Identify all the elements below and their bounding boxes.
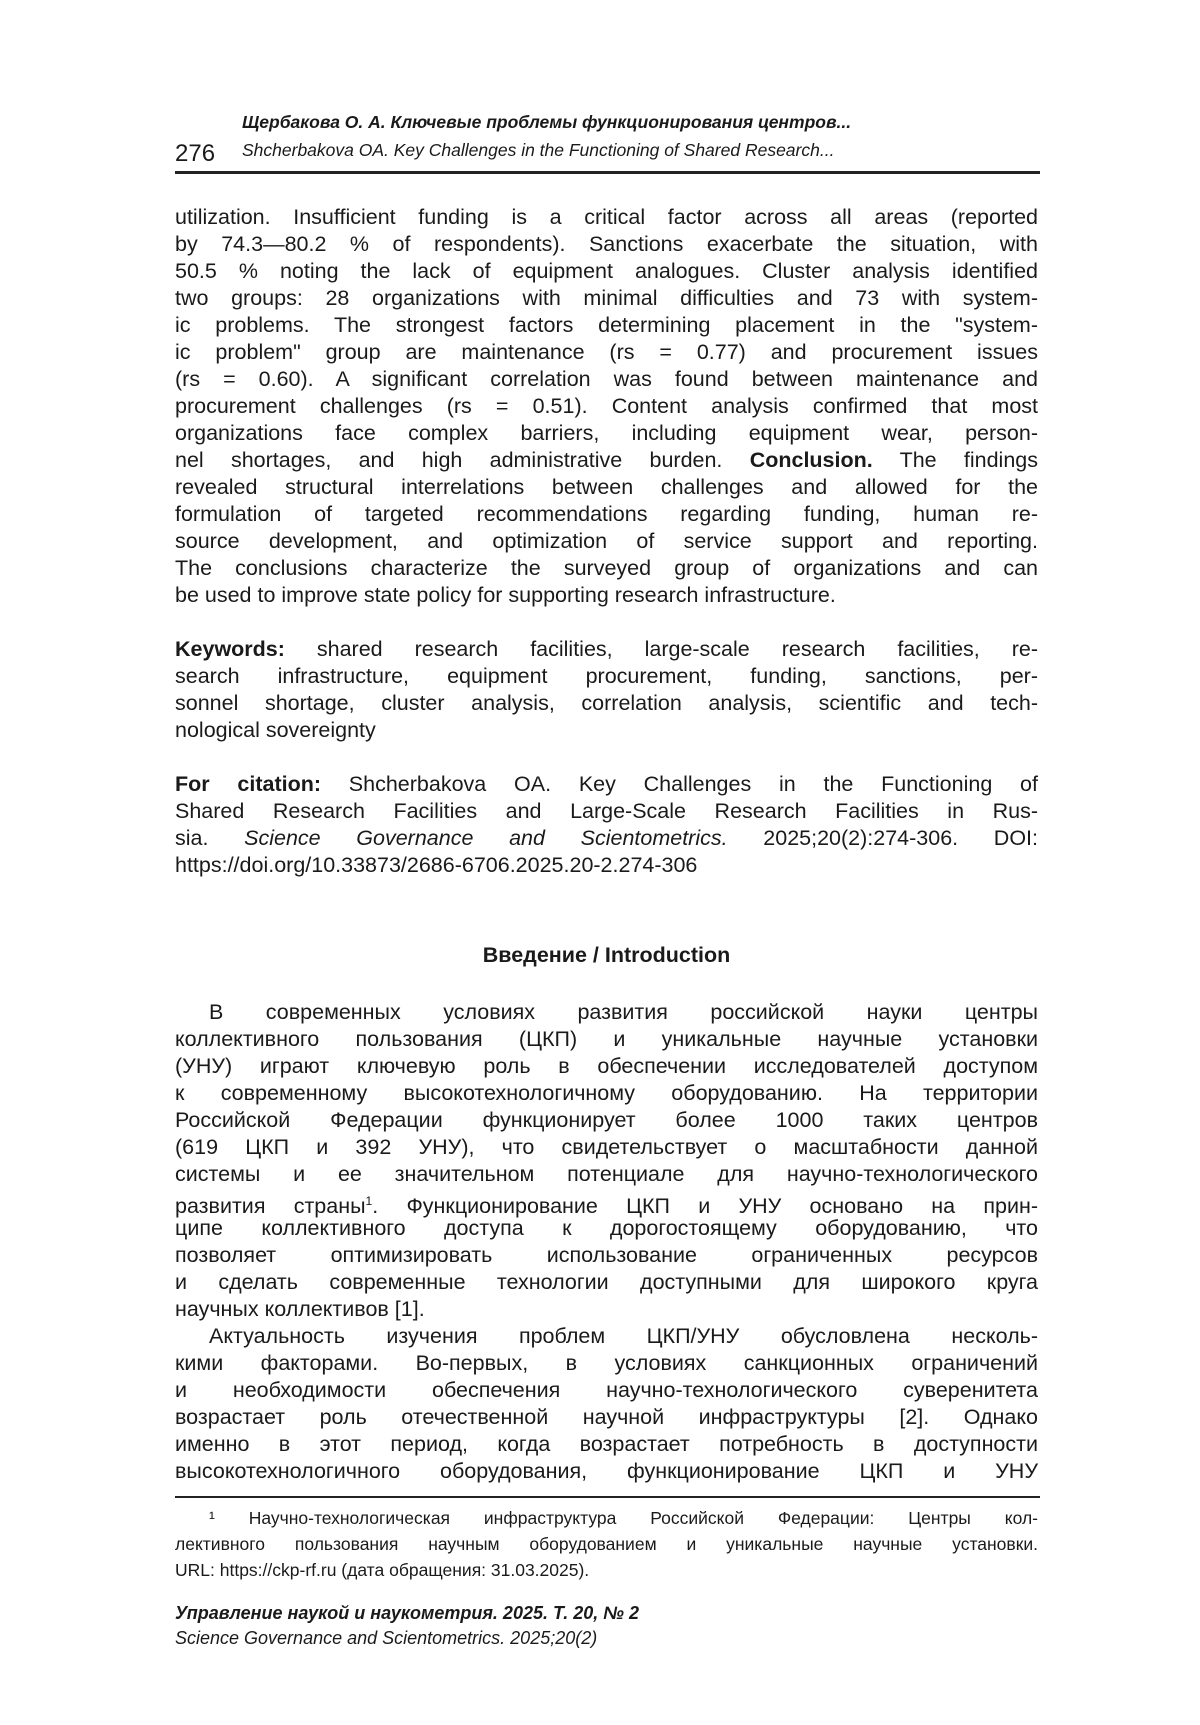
text-line: be used to improve state policy for supporting research infrastructure.: [175, 582, 1038, 609]
text-line: ic problems. The strongest factors determining placement in the "system-: [175, 312, 1038, 339]
text-line: The conclusions characterize the surveyed group of organizations and can: [175, 555, 1038, 582]
text-line: two groups: 28 organizations with minimal difficulties and 73 with system-: [175, 285, 1038, 312]
text-line: [175, 447, 1038, 474]
text-line: ципе коллективного доступа к дорогостоящему оборудованию, что: [175, 1215, 1038, 1242]
text: развития страны: [175, 1194, 366, 1218]
conclusion-label: Conclusion.: [750, 448, 873, 472]
footnote-reference[interactable]: 1: [366, 1194, 373, 1208]
footnote: [175, 1505, 1038, 1583]
text-line: В современных условиях развития российской науки центры: [175, 999, 1038, 1026]
text-line: source development, and optimization of service support and reporting.: [175, 528, 1038, 555]
running-header-ru: Щербакова О. А. Ключевые проблемы функционирования центров...: [242, 112, 851, 133]
running-header-en: Shcherbakova OA. Key Challenges in the Functioning of Shared Research...: [242, 140, 834, 161]
text-line: utilization. Insufficient funding is a critical factor across all areas (reported: [175, 204, 1038, 231]
text-line: системы и ее значительном потенциале для научно-технологического: [175, 1161, 1038, 1188]
text-line: позволяет оптимизировать использование ограниченных ресурсов: [175, 1242, 1038, 1269]
text: nel shortages, and high administrative burden.: [175, 448, 722, 472]
text-line: [175, 636, 1038, 663]
text-line: [175, 1188, 1038, 1215]
text-line: URL: https://ckp-rf.ru (дата обращения: 31.03.2025).: [175, 1557, 1038, 1583]
footnote-rule: [175, 1496, 1040, 1498]
footer-journal-en: Science Governance and Scientometrics. 2025;20(2): [175, 1628, 597, 1649]
text-line: возрастает роль отечественной научной инфраструктуры [2]. Однако: [175, 1404, 1038, 1431]
section-heading: Введение / Introduction: [175, 943, 1038, 968]
text-line: кими факторами. Во-первых, в условиях санкционных ограничений: [175, 1350, 1038, 1377]
abstract: [175, 204, 1038, 609]
text-line: и необходимости обеспечения научно-технологического суверенитета: [175, 1377, 1038, 1404]
text-line: к современному высокотехнологичному оборудованию. На территории: [175, 1080, 1038, 1107]
document-page: [0, 0, 1200, 1725]
citation-label: For citation:: [175, 772, 321, 796]
text-line: (УНУ) играют ключевую роль в обеспечении исследователей доступом: [175, 1053, 1038, 1080]
text-line: formulation of targeted recommendations regarding funding, human re-: [175, 501, 1038, 528]
introduction-body: [175, 999, 1038, 1485]
text-line: by 74.3—80.2 % of respondents). Sanctions exacerbate the situation, with: [175, 231, 1038, 258]
header-rule: [175, 171, 1040, 174]
citation-text: Shared Research Facilities and Large-Scale Research Facilities in Rus-: [175, 798, 1038, 825]
text-line: sonnel shortage, cluster analysis, correlation analysis, scientific and tech-: [175, 690, 1038, 717]
text-line: nological sovereignty: [175, 717, 1038, 744]
keywords-label: Keywords:: [175, 637, 285, 661]
text-line: коллективного пользования (ЦКП) и уникальные научные установки: [175, 1026, 1038, 1053]
text-line: именно в этот период, когда возрастает потребность в доступности: [175, 1431, 1038, 1458]
text-line: procurement challenges (rs = 0.51). Content analysis confirmed that most: [175, 393, 1038, 420]
page-number: 276: [175, 140, 215, 168]
text-line: Российской Федерации функционирует более 1000 таких центров: [175, 1107, 1038, 1134]
text-line: высокотехнологичного оборудования, функционирование ЦКП и УНУ: [175, 1458, 1038, 1485]
text-line: научных коллективов [1].: [175, 1296, 1038, 1323]
text-line: лективного пользования научным оборудованием и уникальные научные установки.: [175, 1531, 1038, 1557]
text: . Функционирование ЦКП и УНУ основано на прин-: [372, 1194, 1038, 1218]
text: shared research facilities, large-scale research facilities, re-: [317, 637, 1038, 661]
citation: [175, 771, 1038, 879]
citation-text: sia.: [175, 826, 208, 850]
citation-text: 2025;20(2):274-306. DOI:: [763, 826, 1038, 850]
text-line: 50.5 % noting the lack of equipment analogues. Cluster analysis identified: [175, 258, 1038, 285]
citation-text: Shcherbakova OA. Key Challenges in the Functioning of: [349, 772, 1038, 796]
text-line: search infrastructure, equipment procurement, funding, sanctions, per-: [175, 663, 1038, 690]
text-line: (619 ЦКП и 392 УНУ), что свидетельствует о масштабности данной: [175, 1134, 1038, 1161]
text-line: revealed structural interrelations between challenges and allowed for the: [175, 474, 1038, 501]
text-line: ¹ Научно-технологическая инфраструктура Российской Федерации: Центры кол-: [175, 1505, 1038, 1531]
text-line: и сделать современные технологии доступными для широкого круга: [175, 1269, 1038, 1296]
text-line: organizations face complex barriers, including equipment wear, person-: [175, 420, 1038, 447]
citation-journal: Science Governance and Scientometrics.: [244, 826, 727, 850]
text-line: Актуальность изучения проблем ЦКП/УНУ обусловлена несколь-: [175, 1323, 1038, 1350]
footer-journal-ru: Управление наукой и наукометрия. 2025. Т. 20, № 2: [175, 1603, 639, 1624]
text: The findings: [900, 448, 1038, 472]
text-line: ic problem" group are maintenance (rs = 0.77) and procurement issues: [175, 339, 1038, 366]
citation-doi-link[interactable]: https://doi.org/10.33873/2686-6706.2025.20-2.274-306: [175, 852, 1038, 879]
text-line: (rs = 0.60). A significant correlation was found between maintenance and: [175, 366, 1038, 393]
keywords: [175, 636, 1038, 744]
